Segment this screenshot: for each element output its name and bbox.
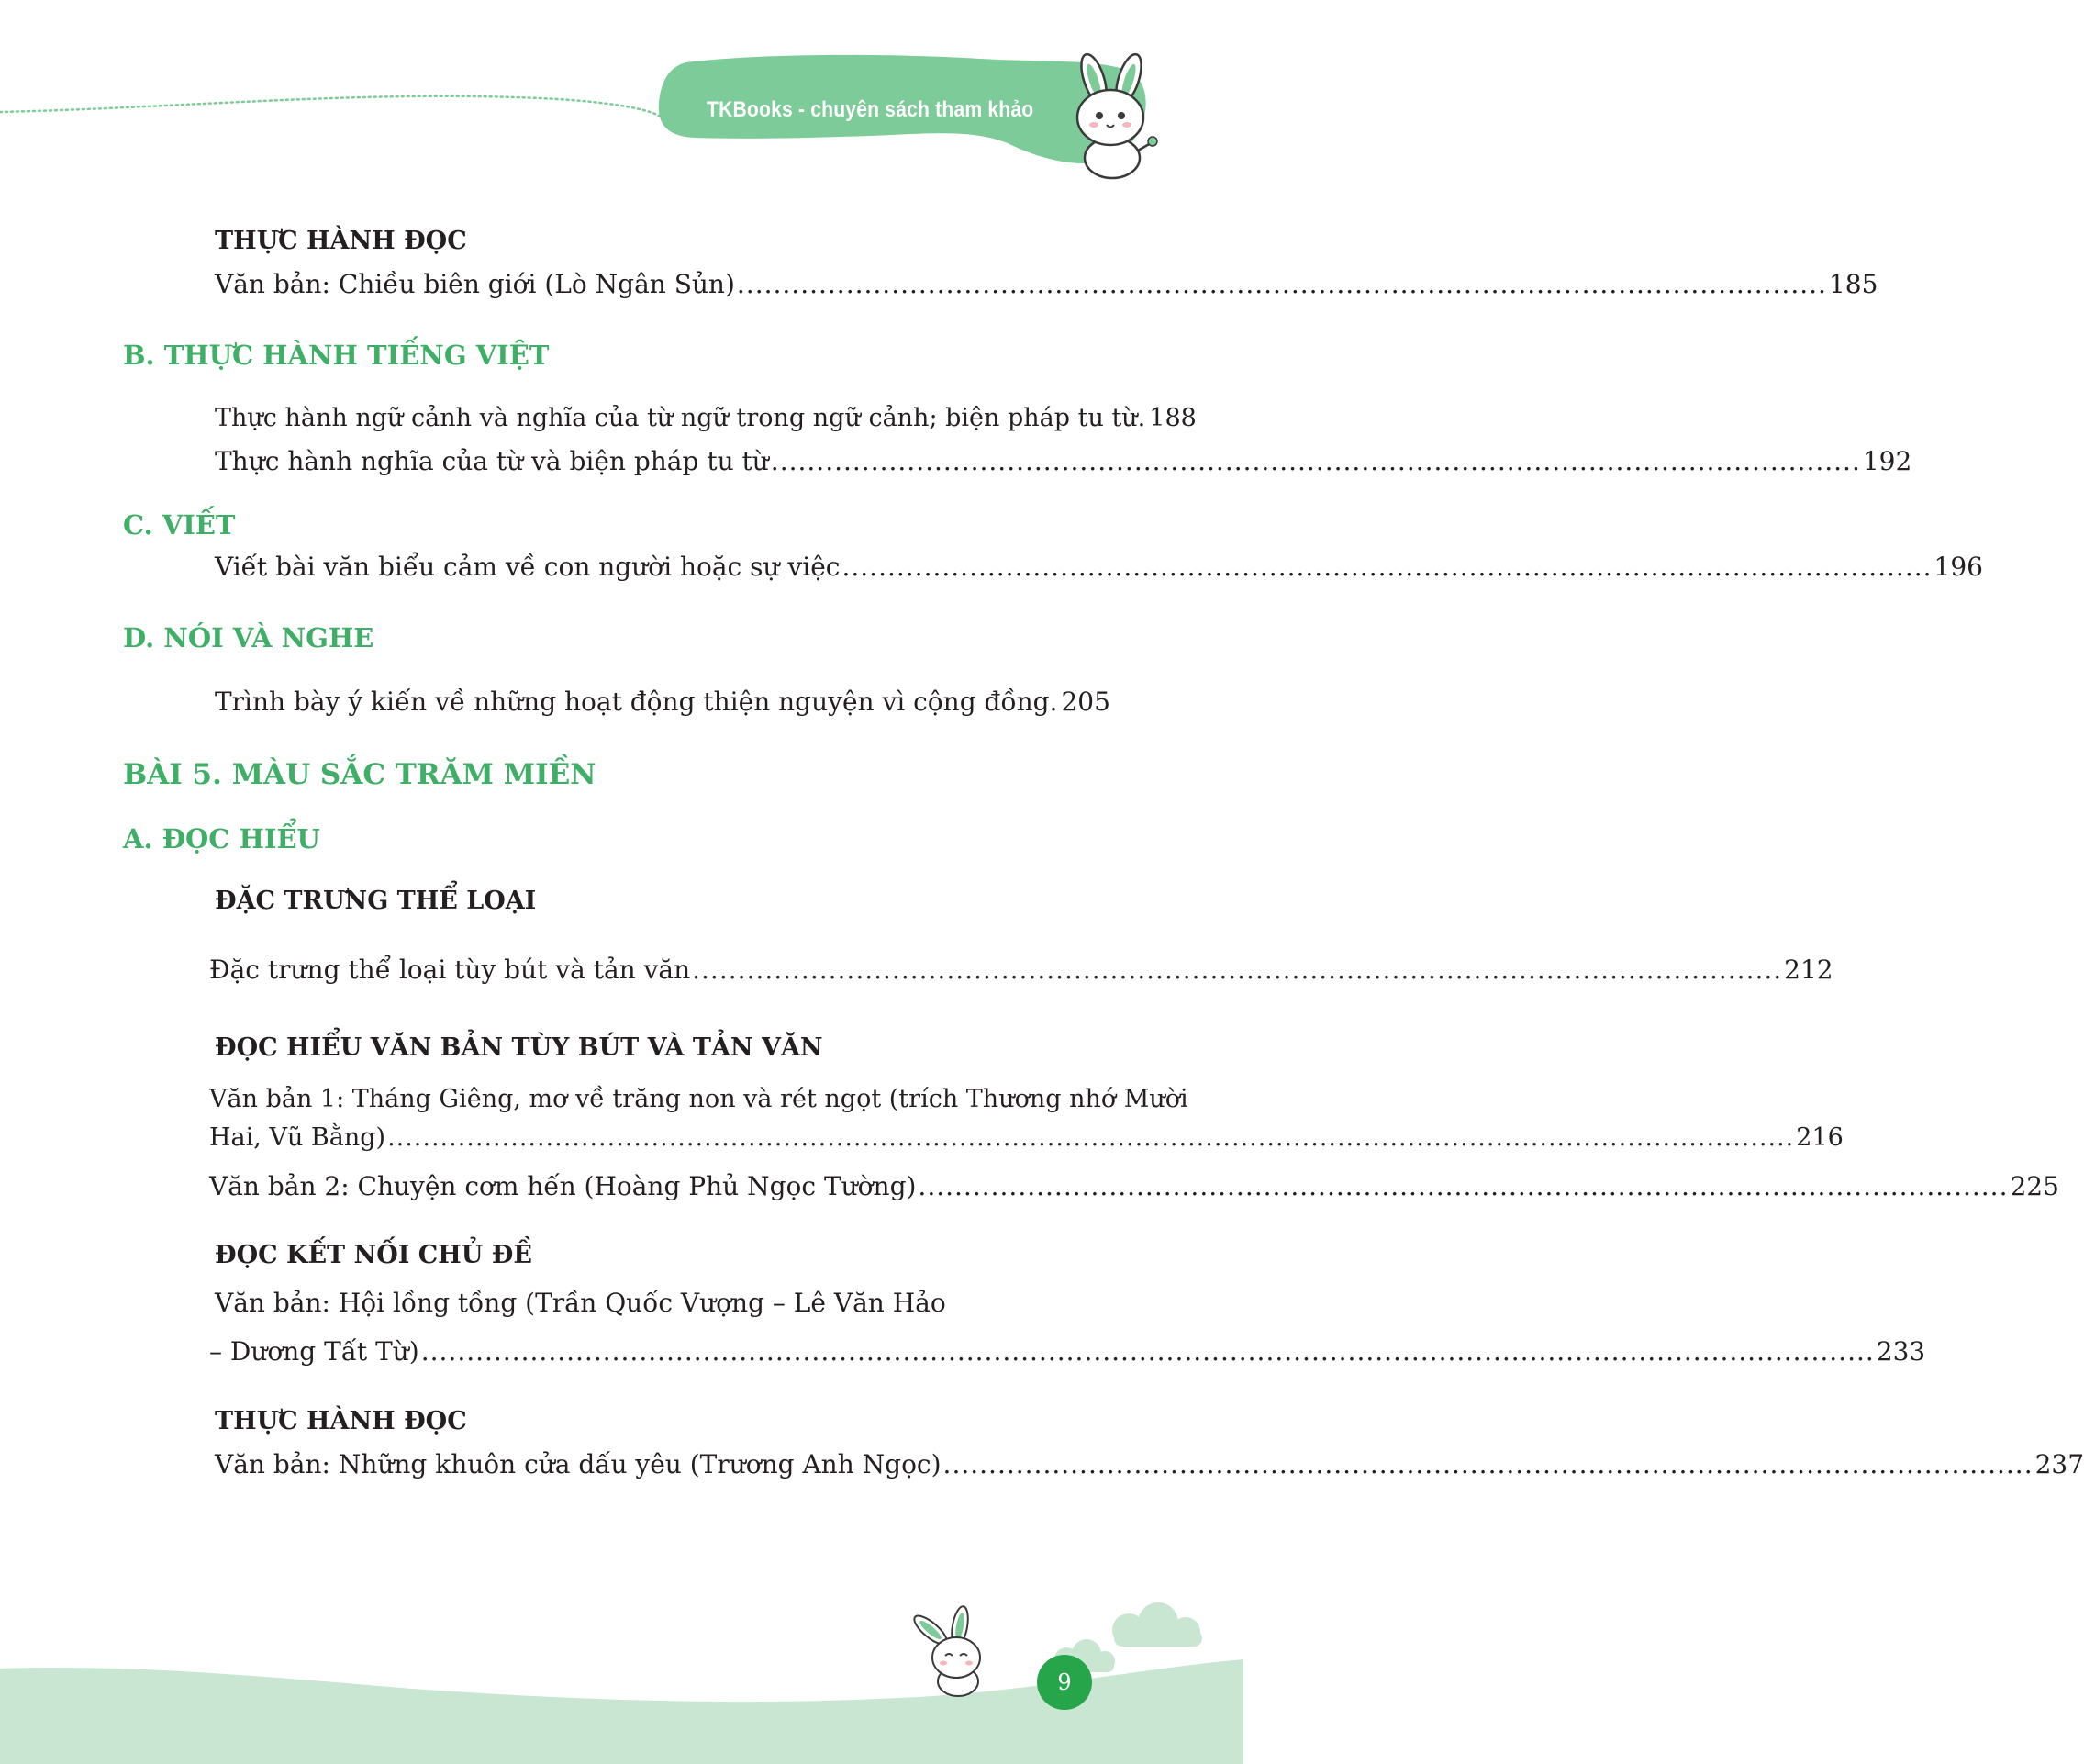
page-number: 9	[1037, 1655, 1092, 1710]
rabbit-mascot-icon	[1063, 51, 1164, 180]
toc-entry-title: Đặc trưng thể loại tùy bút và tản văn	[209, 955, 691, 985]
toc-entry[interactable]	[215, 269, 1878, 299]
toc-entry[interactable]	[209, 1171, 2059, 1201]
heading-d-noi-va-nghe: D. NÓI VÀ NGHE	[123, 622, 374, 653]
toc-entry-page: 233	[1876, 1336, 1926, 1367]
toc-entry[interactable]	[209, 1336, 1926, 1367]
toc-entry-title-line1: Văn bản 1: Tháng Giêng, mơ về trăng non và rét ngọt (trích Thương nhớ Mười	[209, 1085, 1188, 1113]
heading-doc-hieu-van-ban: ĐỌC HIỂU VĂN BẢN TÙY BÚT VÀ TẢN VĂN	[215, 1033, 823, 1062]
header-dotted-line	[0, 88, 661, 125]
heading-thuc-hanh-doc-prev: THỰC HÀNH ĐỌC	[215, 227, 467, 255]
toc-entry-page: 205	[1061, 687, 1110, 717]
toc-entry[interactable]	[215, 552, 1983, 582]
toc-entry-title: – Dương Tất Từ)	[209, 1336, 419, 1367]
toc-entry[interactable]	[215, 446, 1912, 476]
toc-entry-title: Thực hành ngữ cảnh và nghĩa của từ ngữ trong ngữ cảnh; biện pháp tu từ.	[215, 404, 1146, 432]
heading-bai-5: BÀI 5. MÀU SẮC TRĂM MIỀN	[123, 758, 596, 791]
toc-entry[interactable]	[215, 404, 1197, 432]
toc-entry[interactable]	[209, 1123, 1844, 1152]
toc-entry-title: Văn bản: Chiều biên giới (Lò Ngân Sủn)	[215, 269, 735, 299]
leader-dots: ................................................................................................................................................................	[420, 1336, 1875, 1367]
brand-label: TKBooks - chuyên sách tham khảo	[707, 97, 1034, 122]
leader-dots: ........................................................................................................................	[942, 1449, 2034, 1479]
toc-entry-title: Trình bày ý kiến về những hoạt động thiện nguyện vì cộng đồng.	[215, 687, 1058, 717]
heading-c-viet: C. VIẾT	[123, 509, 236, 541]
rabbit-mascot-bottom-icon	[907, 1608, 998, 1700]
toc-entry-page: 237	[2034, 1449, 2084, 1479]
toc-entry-title: Viết bài văn biểu cảm về con người hoặc sự việc	[215, 552, 841, 582]
toc-entry-page: 188	[1149, 404, 1197, 432]
leader-dots: ........................................................................................................................	[736, 269, 1827, 299]
heading-doc-ket-noi-chu-de: ĐỌC KẾT NỐI CHỦ ĐỀ	[215, 1241, 532, 1269]
toc-entry-title: Thực hành nghĩa của từ và biện pháp tu từ	[215, 446, 769, 476]
toc-entry[interactable]	[215, 687, 1110, 717]
heading-thuc-hanh-doc: THỰC HÀNH ĐỌC	[215, 1407, 467, 1435]
leader-dots: ................................................................................................................................................................	[387, 1123, 1795, 1152]
toc-entry[interactable]	[209, 955, 1833, 985]
heading-dac-trung-the-loai: ĐẶC TRƯNG THỂ LOẠI	[215, 887, 537, 915]
leader-dots: ........................................................................................................................	[841, 552, 1933, 582]
toc-entry-page: 196	[1934, 552, 1983, 582]
leader-dots: ........................................................................................................................	[918, 1171, 2009, 1201]
toc-entry-page: 212	[1784, 955, 1833, 985]
toc-entry-title-line1: Văn bản: Hội lồng tồng (Trần Quốc Vượng – Lê Văn Hảo	[215, 1288, 946, 1318]
toc-entry-page: 216	[1796, 1123, 1844, 1152]
toc-entry-title: Hai, Vũ Bằng)	[209, 1123, 386, 1152]
leader-dots: ........................................................................................................................	[770, 446, 1861, 476]
toc-entry-page: 225	[2010, 1171, 2059, 1201]
toc-entry-title: Văn bản 2: Chuyện cơm hến (Hoàng Phủ Ngọc Tường)	[209, 1171, 917, 1201]
leader-dots: ........................................................................................................................	[692, 955, 1783, 985]
toc-entry-page: 192	[1862, 446, 1912, 476]
toc-entry-title: Văn bản: Những khuôn cửa dấu yêu (Trương Anh Ngọc)	[215, 1449, 942, 1479]
heading-a-doc-hieu: A. ĐỌC HIỂU	[123, 823, 320, 854]
toc-entry[interactable]	[215, 1449, 2084, 1479]
toc-entry-page: 185	[1828, 269, 1878, 299]
heading-b-thuc-hanh-tieng-viet: B. THỰC HÀNH TIẾNG VIỆT	[123, 340, 550, 371]
